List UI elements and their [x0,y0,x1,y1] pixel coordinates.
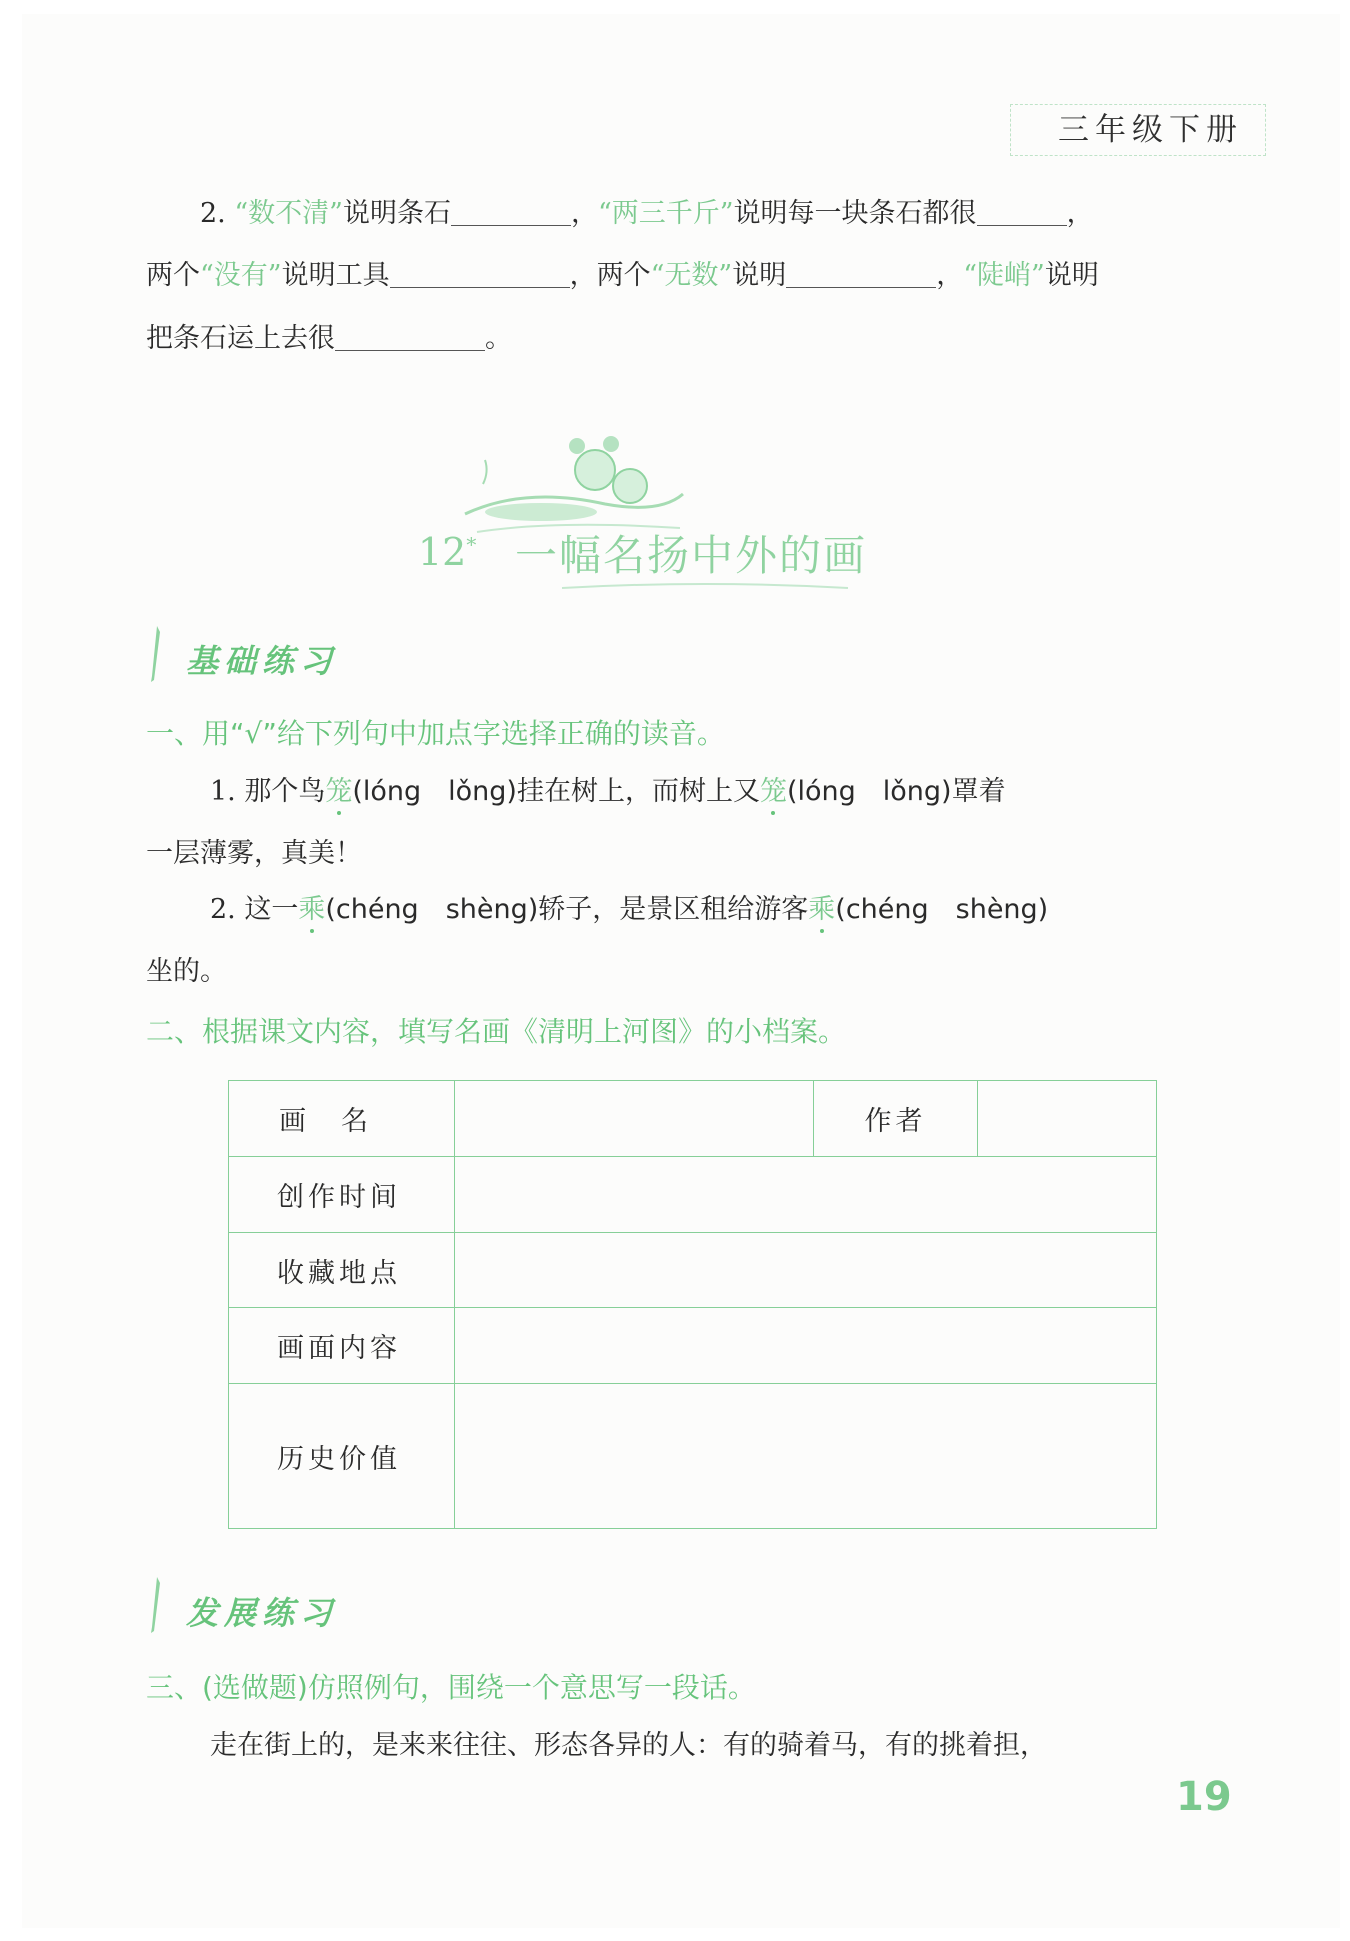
label-historical-value: 历史价值 [229,1384,455,1529]
question-text: 说明条石 [342,198,451,229]
page-number: 19 [1176,1774,1232,1820]
question-1-sentence-1: 1. 那个鸟笼(lóng lǒng)挂在树上，而树上又笼(lóng lǒng)罩着 [210,776,1006,807]
lesson-title: 一幅名扬中外的画 [515,531,868,580]
label-painting-content: 画面内容 [229,1308,455,1384]
question-1-sentence-2: 2. 这一乘(chéng shèng)轿子，是景区租给游客乘(chéng shèng) [210,894,1049,925]
prev-question-line-3 [146,319,512,359]
quoted-phrase: “两三千斤” [597,198,734,229]
question-text: ，两个 [569,260,651,291]
label-creation-time: 创作时间 [229,1157,455,1233]
question-text: ， [1066,198,1094,229]
quoted-phrase: “陡峭” [963,260,1045,291]
grade-label: 三年级下册 [1058,112,1243,148]
answer-blank[interactable] [977,195,1067,226]
question-1-sentence-1-cont: 一层薄雾，真美！ [146,838,362,869]
section-title-development: 发展练习 [186,1594,339,1632]
question-text: 说明每一块条石都很 [733,198,977,229]
answer-blank[interactable] [451,195,571,226]
quoted-phrase: “数不清” [234,198,343,229]
question-text: 2. [200,198,235,229]
section-title-basic: 基础练习 [186,642,339,680]
cell-painting-name[interactable] [455,1081,814,1157]
question-1-sentence-2-cont: 坐的。 [146,956,227,987]
answer-blank[interactable] [335,320,485,351]
label-collection-place: 收藏地点 [229,1233,455,1308]
lesson-number: 12* [418,530,477,574]
painting-info-table [228,1080,1157,1529]
question-text: 两个 [146,260,200,291]
question-text: 把条石运上去很 [146,323,335,354]
question-text: 。 [485,323,512,354]
question-text: 说明 [732,260,787,291]
cell-collection-place[interactable] [455,1233,1157,1308]
label-painting-name: 画 名 [229,1081,455,1157]
question-3-title: 三、(选做题)仿照例句，围绕一个意思写一段话。 [146,1671,756,1704]
quoted-phrase: “无数” [650,260,733,291]
quoted-phrase: “没有” [200,260,282,291]
pen-icon [148,1575,162,1635]
prev-question-line-1 [200,194,1094,234]
prev-question-line-2 [146,256,1099,296]
cell-author[interactable] [978,1081,1157,1157]
question-text: 说明 [1044,260,1099,291]
title-underline [560,580,850,592]
question-text: 说明工具 [281,260,390,291]
cell-historical-value[interactable] [455,1384,1157,1529]
label-author: 作者 [814,1081,978,1157]
question-1-title: 一、用“√”给下列句中加点字选择正确的读音。 [146,717,725,750]
question-text: ， [570,198,598,229]
question-3-example: 走在街上的，是来来往往、形态各异的人：有的骑着马，有的挑着担， [210,1730,1047,1761]
answer-blank[interactable] [786,257,936,288]
cell-creation-time[interactable] [455,1157,1157,1233]
question-text: ， [936,260,964,291]
cell-painting-content[interactable] [455,1308,1157,1384]
question-2-title: 二、根据课文内容，填写名画《清明上河图》的小档案。 [146,1015,847,1048]
pen-icon [148,624,162,684]
answer-blank[interactable] [390,257,570,288]
